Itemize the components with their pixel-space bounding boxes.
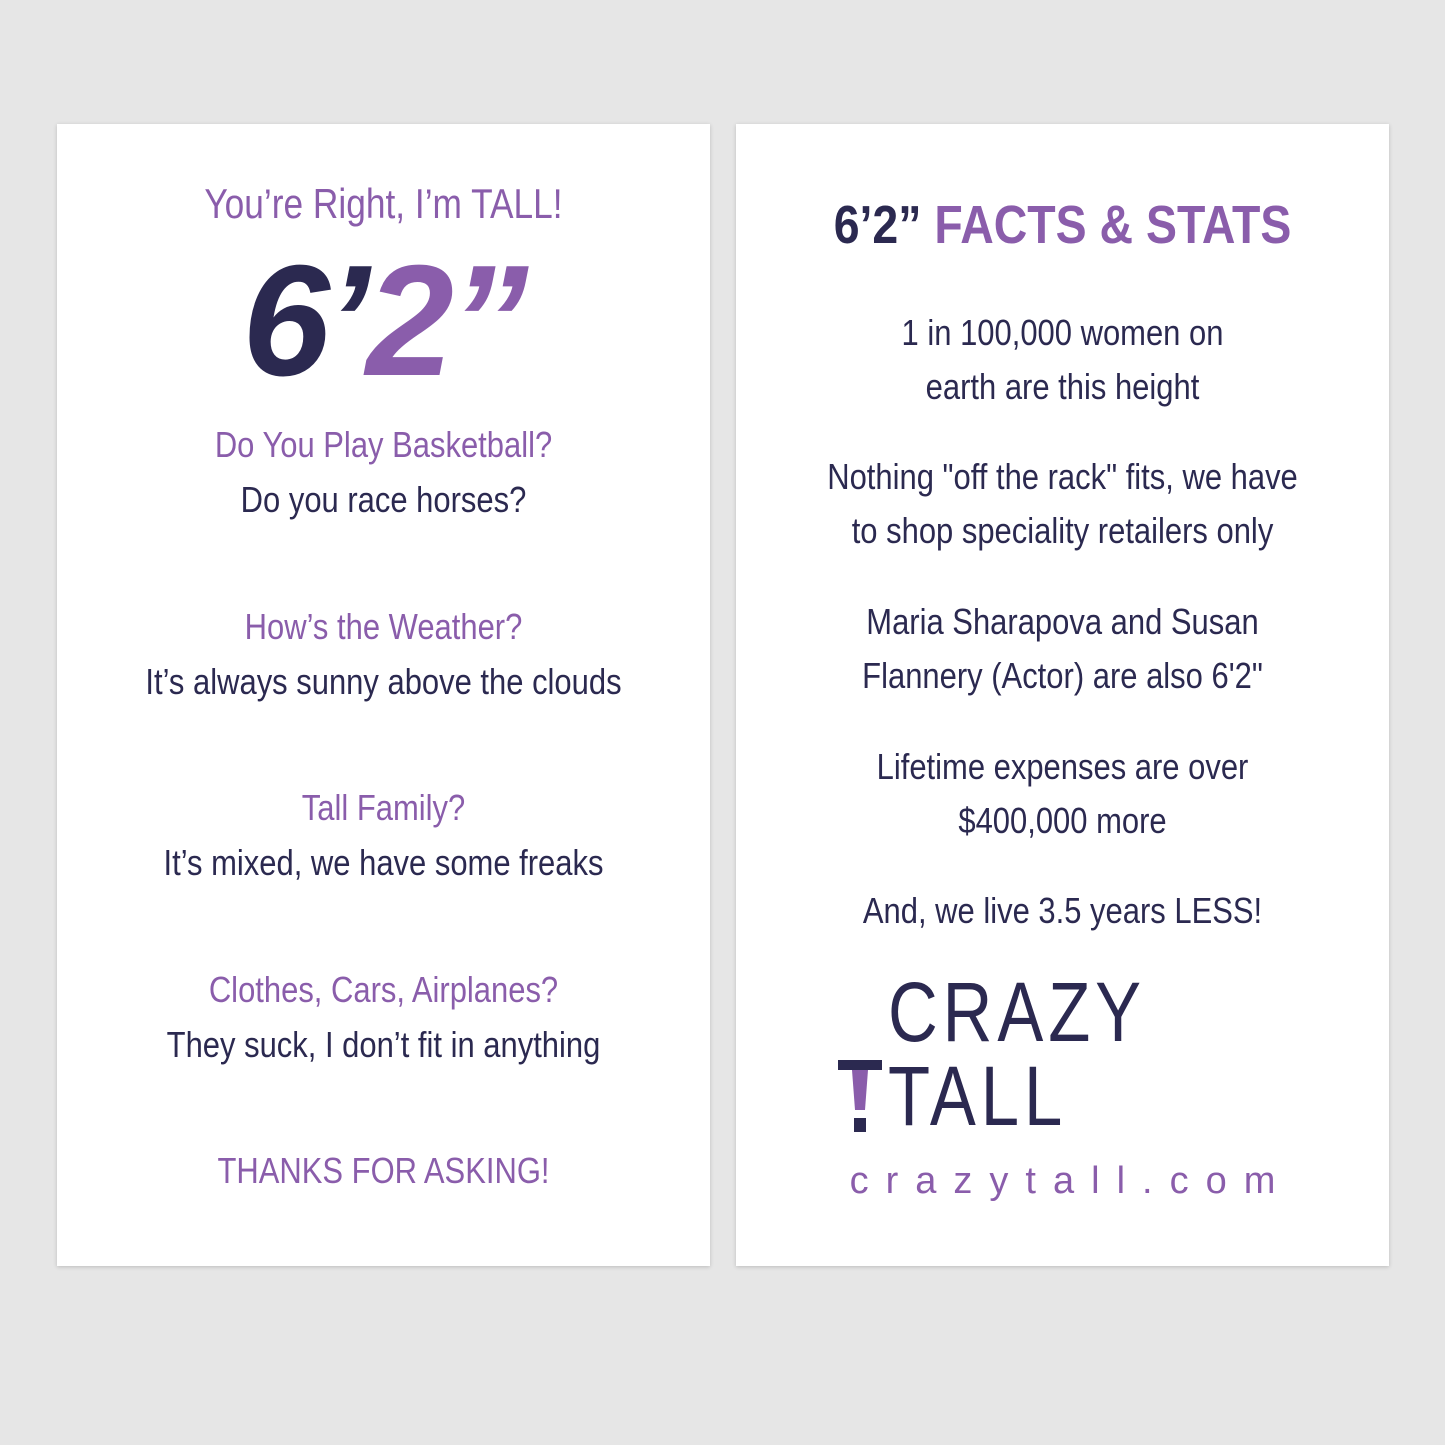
fact-5-line-1: And, we live 3.5 years LESS! bbox=[862, 890, 1263, 931]
website-link[interactable]: crazytall.com bbox=[849, 1160, 1293, 1202]
facts-title bbox=[782, 194, 1344, 256]
qa-question-4: Clothes, Cars, Airplanes? bbox=[208, 969, 559, 1010]
logo-text: CRAZY TALL bbox=[887, 965, 1145, 1143]
fact-2-line-2: to shop speciality retailers only bbox=[851, 510, 1274, 551]
fact-2 bbox=[782, 450, 1344, 558]
qa-answer-4: They suck, I don’t fit in anything bbox=[166, 1024, 601, 1065]
qa-question-2: How’s the Weather? bbox=[244, 606, 523, 647]
qa-answer-3: It’s mixed, we have some freaks bbox=[163, 842, 604, 883]
exclamation-t-icon bbox=[838, 1060, 882, 1134]
qa-answer-1: Do you race horses? bbox=[240, 479, 527, 520]
height-feet: 6’ bbox=[242, 233, 366, 409]
height-display bbox=[57, 233, 710, 409]
crazy-tall-logo bbox=[736, 965, 1389, 1143]
fact-3-line-2: Flannery (Actor) are also 6'2" bbox=[862, 655, 1263, 696]
right-card bbox=[736, 124, 1389, 1266]
fact-5 bbox=[782, 884, 1344, 938]
fact-4-line-1: Lifetime expenses are over bbox=[876, 746, 1249, 787]
facts-title-height: 6’2” bbox=[833, 195, 922, 255]
fact-1 bbox=[782, 306, 1344, 414]
height-inches: 2” bbox=[365, 233, 525, 409]
thanks-text: THANKS FOR ASKING! bbox=[217, 1150, 550, 1191]
fact-1-line-2: earth are this height bbox=[925, 366, 1200, 407]
left-card bbox=[57, 124, 710, 1266]
fact-1-line-1: 1 in 100,000 women on bbox=[901, 312, 1224, 353]
fact-4 bbox=[782, 740, 1344, 848]
qa-question-1: Do You Play Basketball? bbox=[214, 424, 553, 465]
qa-answer-2: It’s always sunny above the clouds bbox=[145, 661, 622, 702]
facts-title-rest: FACTS & STATS bbox=[934, 195, 1292, 255]
fact-2-line-1: Nothing "off the rack" fits, we have bbox=[827, 456, 1298, 497]
intro-heading: You’re Right, I’m TALL! bbox=[204, 180, 563, 227]
fact-4-line-2: $400,000 more bbox=[958, 800, 1167, 841]
fact-3-line-1: Maria Sharapova and Susan bbox=[866, 601, 1259, 642]
qa-question-3: Tall Family? bbox=[301, 787, 466, 828]
fact-3 bbox=[782, 595, 1344, 703]
